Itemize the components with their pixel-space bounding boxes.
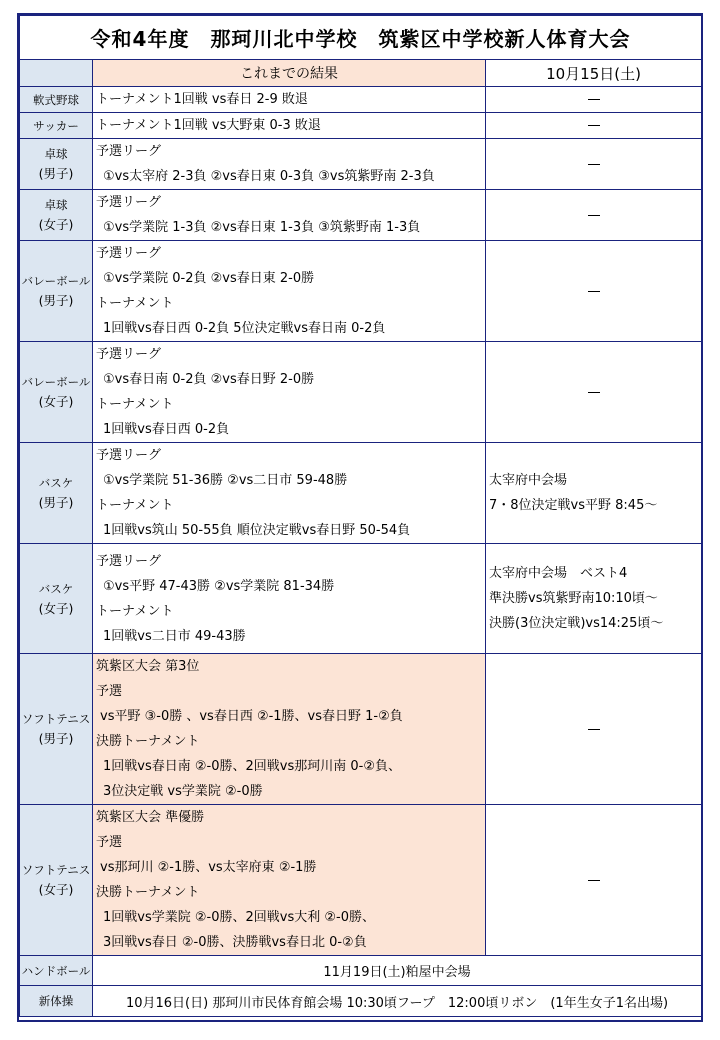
table-row bbox=[20, 443, 702, 544]
results-column-header: これまでの結果 bbox=[93, 60, 486, 87]
header-row bbox=[20, 60, 702, 87]
sport-name: ソフトテニス (男子) bbox=[20, 654, 93, 805]
sport-name: バレーボール (男子) bbox=[20, 241, 93, 342]
gymnastics-info: 10月16日(日) 那珂川市民体育館会場 10:30頃フープ 12:00頃リボン (1年生女子1名出場) bbox=[93, 986, 702, 1017]
oct15-cell bbox=[486, 654, 702, 805]
results-cell: 予選リーグ ①vs平野 47-43勝 ②vs学業院 81-34勝 トーナメント 1回戦vs二日市 49-43勝 bbox=[93, 544, 486, 654]
dash-mark bbox=[588, 392, 600, 393]
sport-name: バスケ (女子) bbox=[20, 544, 93, 654]
sport-name: バレーボール (女子) bbox=[20, 342, 93, 443]
table-row bbox=[20, 190, 702, 241]
results-cell: 予選リーグ ①vs学業院 1-3負 ②vs春日東 1-3負 ③筑紫野南 1-3負 bbox=[93, 190, 486, 241]
results-cell: トーナメント1回戦 vs大野東 0-3 敗退 bbox=[93, 113, 486, 139]
sport-name: ソフトテニス (女子) bbox=[20, 805, 93, 956]
sport-name: 新体操 bbox=[20, 986, 93, 1017]
sport-name: 卓球 (女子) bbox=[20, 190, 93, 241]
results-cell: 筑紫区大会 第3位 予選 vs平野 ③-0勝 、vs春日西 ②-1勝、vs春日野 1-②負 決勝トーナメント 1回戦vs春日南 ②-0勝、2回戦vs那珂川南 0-②負、 3位決定戦 vs学業院 ②-0勝 bbox=[93, 654, 486, 805]
sport-name: サッカー bbox=[20, 113, 93, 139]
dash-mark bbox=[588, 729, 600, 730]
results-cell: 予選リーグ ①vs春日南 0-2負 ②vs春日野 2-0勝 トーナメント 1回戦vs春日西 0-2負 bbox=[93, 342, 486, 443]
sport-name: 卓球 (男子) bbox=[20, 139, 93, 190]
table-row bbox=[20, 241, 702, 342]
handball-info: 11月19日(土)粕屋中会場 bbox=[93, 956, 702, 986]
page-title: 令和4年度 那珂川北中学校 筑紫区中学校新人体育大会 bbox=[20, 16, 702, 60]
header-blank-cell bbox=[20, 60, 93, 87]
results-cell: 筑紫区大会 準優勝 予選 vs那珂川 ②-1勝、vs太宰府東 ②-1勝 決勝トーナメント 1回戦vs学業院 ②-0勝、2回戦vs大利 ②-0勝、 3回戦vs春日 ②-0勝、決勝戦vs春日北 0-②負 bbox=[93, 805, 486, 956]
table-row bbox=[20, 87, 702, 113]
table-row bbox=[20, 805, 702, 956]
oct15-cell: 太宰府中会場 ベスト4 準決勝vs筑紫野南10:10頃～ 決勝(3位決定戦)vs14:25頃～ bbox=[486, 544, 702, 654]
oct15-cell bbox=[486, 805, 702, 956]
results-table bbox=[19, 15, 702, 1017]
table-row bbox=[20, 986, 702, 1017]
oct15-cell: 太宰府中会場 7・8位決定戦vs平野 8:45～ bbox=[486, 443, 702, 544]
oct15-cell bbox=[486, 113, 702, 139]
oct15-cell bbox=[486, 139, 702, 190]
dash-mark bbox=[588, 125, 600, 126]
oct15-cell bbox=[486, 87, 702, 113]
table-row bbox=[20, 956, 702, 986]
date-column-header: 10月15日(土) bbox=[486, 60, 702, 87]
results-cell: 予選リーグ ①vs太宰府 2-3負 ②vs春日東 0-3負 ③vs筑紫野南 2-3負 bbox=[93, 139, 486, 190]
title-row bbox=[20, 16, 702, 60]
results-cell: トーナメント1回戦 vs春日 2-9 敗退 bbox=[93, 87, 486, 113]
table-row bbox=[20, 654, 702, 805]
dash-mark bbox=[588, 215, 600, 216]
table-row bbox=[20, 342, 702, 443]
results-cell: 予選リーグ ①vs学業院 51-36勝 ②vs二日市 59-48勝 トーナメント 1回戦vs筑山 50-55負 順位決定戦vs春日野 50-54負 bbox=[93, 443, 486, 544]
sport-name: 軟式野球 bbox=[20, 87, 93, 113]
dash-mark bbox=[588, 99, 600, 100]
oct15-cell bbox=[486, 190, 702, 241]
sport-name: バスケ (男子) bbox=[20, 443, 93, 544]
results-cell: 予選リーグ ①vs学業院 0-2負 ②vs春日東 2-0勝 トーナメント 1回戦vs春日西 0-2負 5位決定戦vs春日南 0-2負 bbox=[93, 241, 486, 342]
table-row bbox=[20, 113, 702, 139]
dash-mark bbox=[588, 880, 600, 881]
dash-mark bbox=[588, 291, 600, 292]
table-row bbox=[20, 139, 702, 190]
results-table-frame bbox=[17, 13, 703, 1022]
oct15-cell bbox=[486, 241, 702, 342]
oct15-cell bbox=[486, 342, 702, 443]
sport-name: ハンドボール bbox=[20, 956, 93, 986]
dash-mark bbox=[588, 164, 600, 165]
table-row bbox=[20, 544, 702, 654]
